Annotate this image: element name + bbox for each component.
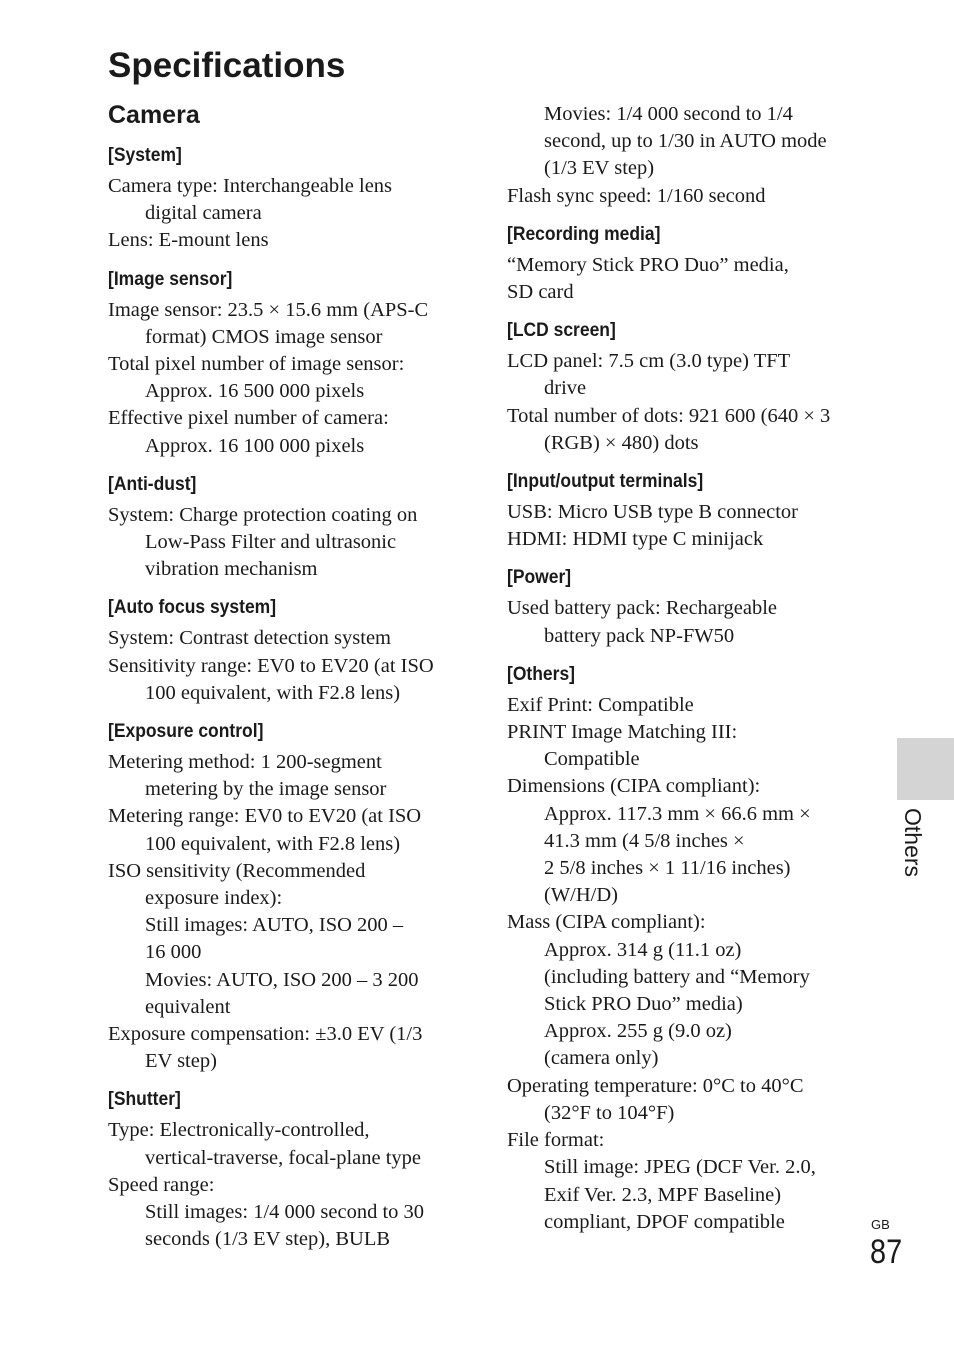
spec-line: Movies: AUTO, ISO 200 – 3 200 [145, 968, 419, 991]
left-column [108, 141, 460, 1254]
spec-line: Still images: AUTO, ISO 200 – [145, 914, 404, 937]
spec-line: Low-Pass Filter and ultrasonic [145, 531, 397, 554]
spec-line: Approx. 314 g (11.1 oz) [544, 938, 742, 961]
spec-line: Total number of dots: 921 600 (640 × 3 [507, 404, 831, 427]
spec-line: Type: Electronically-controlled, [108, 1119, 370, 1142]
section-heading: [Input/output terminals] [507, 471, 704, 493]
spec-line: Effective pixel number of camera: [108, 407, 389, 430]
spec-line: PRINT Image Matching III: [507, 721, 738, 744]
spec-line: (32°F to 104°F) [544, 1101, 675, 1124]
spec-section [507, 467, 859, 553]
section-heading: [Recording media] [507, 223, 661, 245]
section-heading: [LCD screen] [507, 320, 616, 342]
spec-line: Compatible [544, 748, 640, 771]
spec-line: vertical-traverse, focal-plane type [145, 1146, 422, 1169]
section-subtitle: Camera [108, 101, 200, 129]
spec-section [507, 660, 859, 1236]
spec-line: vibration mechanism [145, 558, 318, 581]
spec-line: battery pack NP-FW50 [544, 624, 735, 647]
spec-line: LCD panel: 7.5 cm (3.0 type) TFT [507, 350, 791, 373]
spec-section [507, 101, 859, 210]
right-column [507, 101, 859, 1236]
spec-line: Approx. 16 500 000 pixels [145, 380, 365, 403]
spec-line: Total pixel number of image sensor: [108, 353, 405, 376]
region-code: GB [871, 1217, 890, 1232]
spec-line: format) CMOS image sensor [145, 325, 383, 348]
section-heading: [Power] [507, 567, 572, 589]
spec-line: Speed range: [108, 1173, 215, 1196]
spec-line: second, up to 1/30 in AUTO mode [544, 130, 827, 153]
spec-line: Movies: 1/4 000 second to 1/4 [544, 103, 793, 125]
spec-section [108, 717, 460, 1075]
spec-line: 100 equivalent, with F2.8 lens) [145, 681, 401, 704]
spec-line: “Memory Stick PRO Duo” media, [507, 253, 789, 276]
spec-line: Approx. 255 g (9.0 oz) [544, 1020, 732, 1043]
spec-line: ISO sensitivity (Recommended [108, 859, 366, 882]
spec-line: Exif Print: Compatible [507, 693, 694, 716]
page-number: 87 [870, 1233, 903, 1271]
spec-line: 16 000 [145, 941, 202, 964]
spec-line: USB: Micro USB type B connector [507, 501, 798, 524]
spec-line: seconds (1/3 EV step), BULB [145, 1228, 391, 1251]
spec-line: Mass (CIPA compliant): [507, 911, 706, 934]
spec-line: Dimensions (CIPA compliant): [507, 775, 761, 798]
spec-line: (1/3 EV step) [544, 157, 655, 180]
spec-line: Approx. 117.3 mm × 66.6 mm × [544, 802, 811, 825]
spec-section [507, 316, 859, 457]
spec-line: (camera only) [544, 1047, 659, 1070]
side-tab-marker [897, 738, 954, 800]
spec-section [108, 1085, 460, 1253]
spec-line: (including battery and “Memory [544, 965, 810, 988]
spec-line: 41.3 mm (4 5/8 inches × [544, 829, 745, 852]
spec-section [507, 563, 859, 649]
spec-line: Used battery pack: Rechargeable [507, 597, 777, 620]
spec-line: Image sensor: 23.5 × 15.6 mm (APS-C [108, 298, 429, 321]
section-heading: [Image sensor] [108, 268, 233, 290]
spec-line: Approx. 16 100 000 pixels [145, 434, 365, 457]
spec-line: Exposure compensation: ±3.0 EV (1/3 [108, 1023, 423, 1046]
spec-section [108, 470, 460, 584]
spec-line: EV step) [145, 1050, 217, 1073]
spec-line: Still images: 1/4 000 second to 30 [145, 1201, 425, 1224]
spec-line: SD card [507, 281, 574, 304]
spec-line: Metering range: EV0 to EV20 (at ISO [108, 805, 422, 828]
spec-line: Metering method: 1 200-segment [108, 751, 382, 774]
spec-line: Flash sync speed: 1/160 second [507, 184, 766, 207]
page-title: Specifications [108, 46, 346, 85]
spec-line: Exif Ver. 2.3, MPF Baseline) [544, 1183, 782, 1206]
spec-line: 2 5/8 inches × 1 11/16 inches) [544, 857, 791, 880]
spec-line: Still image: JPEG (DCF Ver. 2.0, [544, 1156, 816, 1179]
spec-section [108, 265, 460, 460]
spec-line: drive [544, 377, 587, 400]
spec-section [108, 141, 460, 255]
spec-line: Camera type: Interchangeable lens [108, 175, 393, 197]
section-heading: [System] [108, 145, 182, 166]
spec-line: exposure index): [145, 887, 283, 910]
spec-section [108, 593, 460, 707]
section-heading: [Anti-dust] [108, 473, 197, 495]
section-heading: [Exposure control] [108, 721, 264, 743]
section-heading: [Shutter] [108, 1089, 181, 1111]
spec-line: 100 equivalent, with F2.8 lens) [145, 832, 401, 855]
spec-line: digital camera [145, 202, 262, 225]
spec-line: Operating temperature: 0°C to 40°C [507, 1074, 804, 1097]
spec-line: metering by the image sensor [145, 778, 387, 801]
spec-line: equivalent [145, 995, 231, 1018]
spec-line: Sensitivity range: EV0 to EV20 (at ISO [108, 654, 434, 677]
spec-line: System: Contrast detection system [108, 627, 391, 650]
spec-line: compliant, DPOF compatible [544, 1210, 785, 1233]
spec-line: Stick PRO Duo” media) [544, 993, 743, 1016]
spec-line: HDMI: HDMI type C minijack [507, 528, 764, 551]
side-tab-label: Others [900, 808, 926, 878]
spec-line: System: Charge protection coating on [108, 503, 418, 526]
section-heading: [Others] [507, 663, 575, 685]
section-heading: [Auto focus system] [108, 597, 277, 619]
spec-section [507, 220, 859, 306]
spec-line: (W/H/D) [544, 884, 619, 907]
spec-line: File format: [507, 1129, 605, 1152]
spec-line: (RGB) × 480) dots [544, 431, 699, 454]
spec-line: Lens: E-mount lens [108, 229, 269, 252]
